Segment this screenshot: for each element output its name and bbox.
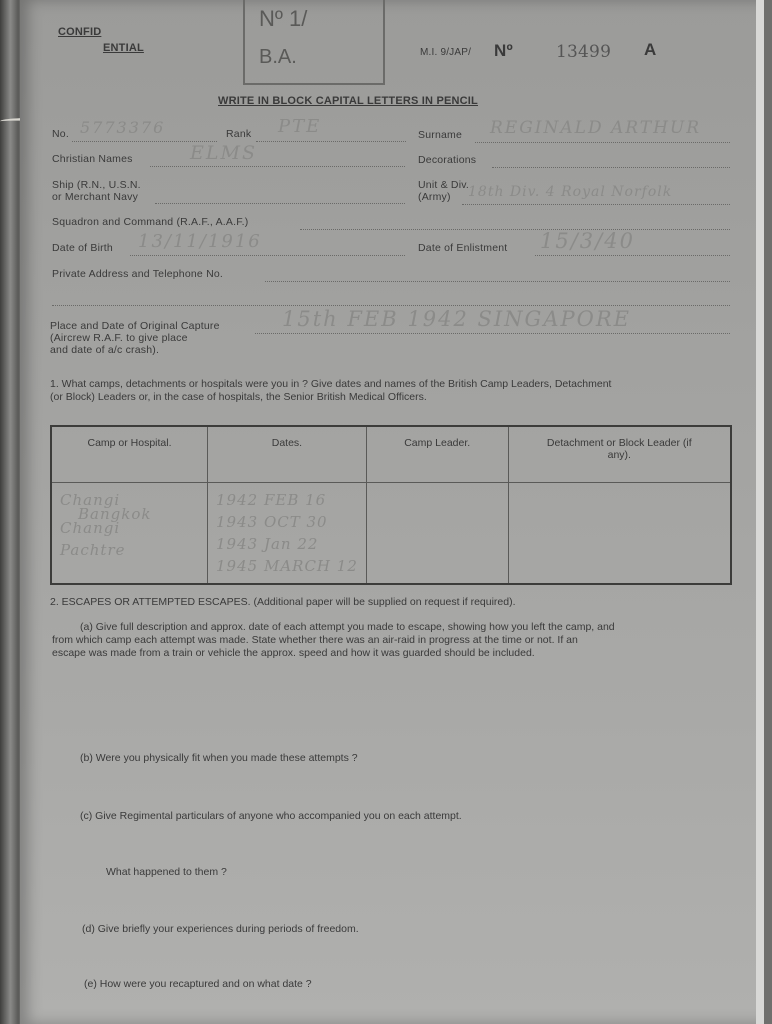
squadron-label: Squadron and Command (R.A.F., A.A.F.) (52, 216, 249, 228)
christian-names-value: ELMS (190, 142, 257, 164)
rank-label: Rank (226, 128, 252, 140)
rank-line (256, 141, 406, 142)
decorations-line (492, 167, 730, 168)
header-detachment-leader: Detachment or Block Leader (if any). (508, 426, 731, 483)
dob-label: Date of Birth (52, 242, 113, 254)
question-2-heading: 2. ESCAPES OR ATTEMPTED ESCAPES. (Additional paper will be supplied on request if required). (50, 596, 516, 608)
dob-line (130, 255, 405, 256)
form-suffix: A (644, 40, 657, 59)
capture-line (255, 333, 730, 334)
surname-line (475, 142, 730, 143)
detachment-leader-cell (508, 483, 731, 585)
surname-value: REGINALD ARTHUR (490, 118, 702, 138)
question-2b: (b) Were you physically fit when you made these attempts ? (80, 752, 358, 764)
stamp-number: Nº 1/ (259, 6, 308, 31)
camps-cell (51, 483, 208, 585)
camps-table-header-row (51, 426, 731, 483)
unit-line (462, 204, 730, 205)
no-label: No. (52, 128, 69, 140)
address-line-1 (265, 281, 730, 282)
ship-line (155, 203, 405, 204)
header-camp-leader: Camp Leader. (366, 426, 508, 483)
confidential-line1: CONFID (58, 26, 102, 38)
camp-entry: Pachtre (60, 541, 126, 559)
ship-label-1: Ship (R.N., U.S.N. (52, 179, 141, 191)
date-entry: 1945 MARCH 12 (216, 557, 358, 575)
date-entry: 1943 OCT 30 (216, 513, 328, 531)
capture-label-1: Place and Date of Original Capture (50, 320, 220, 332)
question-2c: (c) Give Regimental particulars of anyone who accompanied you on each attempt. (80, 810, 462, 822)
confidential-line2: ENTIAL (103, 42, 144, 54)
capture-value: 15th FEB 1942 SINGAPORE (282, 307, 631, 331)
enlistment-label: Date of Enlistment (418, 242, 508, 254)
number-label: Nº (494, 41, 513, 60)
header-dates: Dates. (208, 426, 367, 483)
block-stamp (243, 0, 385, 85)
dob-value: 13/11/1916 (138, 231, 262, 252)
question-1-line-1: 1. What camps, detachments or hospitals were you in ? Give dates and names of the British Camp Leaders, Detachment (50, 378, 612, 390)
address-line-2 (52, 305, 730, 306)
question-2a-line-2: from which camp each attempt was made. State whether there was an air-raid in progress at the time or not. If an (52, 634, 578, 646)
camp-leader-cell (366, 483, 508, 585)
form-number: 13499 (556, 42, 612, 62)
question-1-line-2: (or Block) Leaders or, in the case of hospitals, the Senior British Medical Officers. (50, 391, 427, 403)
date-entry: 1942 FEB 16 (216, 491, 327, 509)
camps-table (50, 425, 732, 585)
question-2c-followup: What happened to them ? (106, 866, 227, 878)
block-capitals-instruction: WRITE IN BLOCK CAPITAL LETTERS IN PENCIL (218, 95, 478, 107)
enlistment-line (535, 255, 730, 256)
christian-names-line (150, 166, 405, 167)
address-label: Private Address and Telephone No. (52, 268, 224, 280)
ship-label-2: or Merchant Navy (52, 191, 139, 203)
decorations-label: Decorations (418, 154, 477, 166)
unit-label-2: (Army) (418, 191, 451, 203)
camp-entry: Changi (60, 491, 121, 509)
unit-value: 18th Div. 4 Royal Norfolk (468, 184, 673, 200)
date-entry: 1943 Jan 22 (216, 535, 319, 553)
squadron-line (300, 229, 730, 230)
camps-table-body-row (51, 483, 731, 585)
enlistment-value: 15/3/40 (540, 229, 635, 253)
camp-entry: Bangkok (78, 505, 152, 523)
rank-value: PTE (278, 116, 322, 137)
question-2a-line-1: (a) Give full description and approx. date of each attempt you made to escape, showing how you left the camp, and (80, 621, 615, 633)
surname-label: Surname (418, 129, 463, 141)
dates-cell (208, 483, 367, 585)
capture-label-3: and date of a/c crash). (50, 344, 160, 356)
form-reference: M.I. 9/JAP/ (420, 47, 472, 58)
camp-entry: Changi (60, 519, 121, 537)
question-2a-line-3: escape was made from a train or vehicle the approx. speed and how it was guarded should be included. (52, 647, 535, 659)
unit-label-1: Unit & Div. (418, 179, 470, 191)
no-value: 5773376 (80, 118, 166, 137)
question-2d: (d) Give briefly your experiences during periods of freedom. (82, 923, 359, 935)
christian-names-label: Christian Names (52, 153, 133, 165)
header-camp: Camp or Hospital. (51, 426, 208, 483)
capture-label-2: (Aircrew R.A.F. to give place (50, 332, 188, 344)
question-2e: (e) How were you recaptured and on what date ? (84, 978, 312, 990)
stamp-ba: B.A. (259, 46, 297, 68)
